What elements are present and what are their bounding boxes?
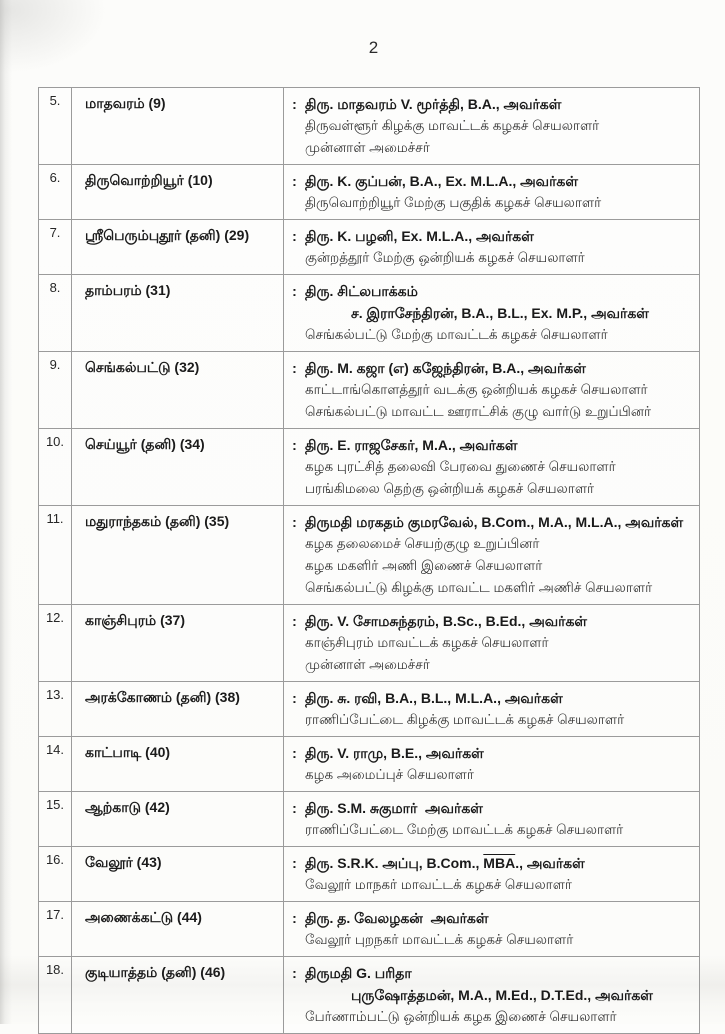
constituency-name: மதுராந்தகம் (தனி) (35) xyxy=(72,506,284,604)
details-cell xyxy=(284,275,699,351)
detail-lines xyxy=(305,280,693,346)
row-number: 15. xyxy=(39,792,72,846)
colon-separator: : xyxy=(292,910,297,926)
row-number: 16. xyxy=(39,847,72,901)
detail-line: கழக புரட்சித் தலைவி பேரவை துணைச் செயலாளர் xyxy=(305,459,616,474)
colon-separator: : xyxy=(292,613,297,629)
detail-line: செங்கல்பட்டு மேற்கு மாவட்டக் கழகச் செயலாளர் xyxy=(305,327,608,342)
detail-line: ராணிப்பேட்டை மேற்கு மாவட்டக் கழகச் செயலாளர் xyxy=(305,822,624,837)
table-row xyxy=(39,275,699,352)
detail-line: கழக அமைப்புச் செயலாளர் xyxy=(305,767,474,782)
detail-lines xyxy=(305,852,693,896)
detail-lines xyxy=(305,797,693,841)
detail-lines xyxy=(305,511,693,599)
table-row xyxy=(39,957,699,1033)
candidates-table xyxy=(38,87,700,1034)
colon-separator: : xyxy=(292,745,297,761)
detail-line: திருமதி G. பரிதா xyxy=(305,965,412,981)
detail-line: வேலூர் புறநகர் மாவட்டக் கழகச் செயலாளர் xyxy=(305,932,574,947)
table-row xyxy=(39,605,699,682)
details-cell xyxy=(284,792,699,846)
row-number: 10. xyxy=(39,429,72,505)
colon-separator: : xyxy=(292,228,297,244)
constituency-name: வேலூர் (43) xyxy=(72,847,284,901)
colon-separator: : xyxy=(292,283,297,299)
detail-line: வேலூர் மாநகர் மாவட்டக் கழகச் செயலாளர் xyxy=(305,877,572,892)
colon-separator: : xyxy=(292,690,297,706)
table-row xyxy=(39,792,699,847)
colon-separator: : xyxy=(292,855,297,871)
row-number: 14. xyxy=(39,737,72,791)
constituency-name: அணைக்கட்டு (44) xyxy=(72,902,284,956)
constituency-name: காட்பாடி (40) xyxy=(72,737,284,791)
detail-line: திரு. M. கஜா (எ) கஜேந்திரன், B.A., அவர்கள் xyxy=(305,360,586,376)
details-cell xyxy=(284,352,699,428)
table-row xyxy=(39,88,699,165)
detail-line: பேர்ணாம்பட்டு ஒன்றியக் கழக இணைச் செயலாளர் xyxy=(305,1009,617,1024)
detail-line xyxy=(305,852,693,874)
row-number: 7. xyxy=(39,220,72,274)
constituency-name: குடியாத்தம் (தனி) (46) xyxy=(72,957,284,1033)
row-number: 13. xyxy=(39,682,72,736)
details-cell xyxy=(284,737,699,791)
colon-separator: : xyxy=(292,173,297,189)
detail-lines xyxy=(305,687,693,731)
detail-line: திரு. S.M. சுகுமார் அவர்கள் xyxy=(305,800,483,816)
detail-line: பரங்கிமலை தெற்கு ஒன்றியக் கழகச் செயலாளர் xyxy=(305,481,595,496)
colon-separator: : xyxy=(292,360,297,376)
detail-line: ராணிப்பேட்டை கிழக்கு மாவட்டக் கழகச் செயலாளர் xyxy=(305,712,625,727)
constituency-name: ஸ்ரீபெரும்புதூர் (தனி) (29) xyxy=(72,220,284,274)
table-row xyxy=(39,352,699,429)
detail-line: திரு. E. ராஜசேகர், M.A., அவர்கள் xyxy=(305,437,518,453)
detail-lines xyxy=(305,907,693,951)
row-number: 12. xyxy=(39,605,72,681)
details-cell xyxy=(284,957,699,1033)
constituency-name: தாம்பரம் (31) xyxy=(72,275,284,351)
table-row xyxy=(39,220,699,275)
row-number: 8. xyxy=(39,275,72,351)
detail-line: திரு. V. சோமசுந்தரம், B.Sc., B.Ed., அவர்கள் xyxy=(305,613,588,629)
detail-line: செங்கல்பட்டு கிழக்கு மாவட்ட மகளிர் அணிச் செயலாளர் xyxy=(305,580,653,595)
detail-line: புருஷோத்தமன், M.A., M.Ed., D.T.Ed., அவர்கள் xyxy=(351,987,653,1003)
text-segment: ., அவர்கள் xyxy=(515,855,585,871)
colon-separator: : xyxy=(292,800,297,816)
detail-line: திருவள்ளூர் கிழக்கு மாவட்டக் கழகச் செயலாளர் xyxy=(305,118,600,133)
detail-line: திரு. K. பழனி, Ex. M.L.A., அவர்கள் xyxy=(305,228,534,244)
colon-separator: : xyxy=(292,965,297,981)
row-number: 6. xyxy=(39,165,72,219)
table-row xyxy=(39,506,699,605)
detail-lines xyxy=(305,742,693,786)
detail-lines xyxy=(305,93,693,159)
constituency-name: செய்யூர் (தனி) (34) xyxy=(72,429,284,505)
detail-line: திருவொற்றியூர் மேற்கு பகுதிக் கழகச் செயலாளர் xyxy=(305,195,602,210)
detail-line: திருமதி மரகதம் குமரவேல், B.Com., M.A., M.L.A., அவர்கள் xyxy=(305,514,684,530)
detail-line: திரு. K. குப்பன், B.A., Ex. M.L.A., அவர்கள் xyxy=(305,173,578,189)
colon-separator: : xyxy=(292,96,297,112)
detail-line: கழக மகளிர் அணி இணைச் செயலாளர் xyxy=(305,558,543,573)
overline-text: $\overline{MBA}$ xyxy=(483,855,516,871)
detail-line: கழக தலைமைச் செயற்குழு உறுப்பினர் xyxy=(305,536,540,551)
details-cell xyxy=(284,429,699,505)
text-segment: திரு. S.R.K. அப்பு, B.Com., xyxy=(305,855,484,871)
constituency-name: அரக்கோணம் (தனி) (38) xyxy=(72,682,284,736)
details-cell xyxy=(284,847,699,901)
detail-line: முன்னாள் அமைச்சர் xyxy=(305,657,430,672)
details-cell xyxy=(284,902,699,956)
table-row xyxy=(39,429,699,506)
table-row xyxy=(39,682,699,737)
detail-line: திரு. சிட்லபாக்கம் xyxy=(305,283,418,299)
detail-line: ச. இராசேந்திரன், B.A., B.L., Ex. M.P., அவர்கள் xyxy=(351,305,649,321)
page-number: 2 xyxy=(368,38,380,57)
colon-separator: : xyxy=(292,437,297,453)
row-number: 5. xyxy=(39,88,72,164)
colon-separator: : xyxy=(292,514,297,530)
detail-lines xyxy=(305,434,693,500)
constituency-name: செங்கல்பட்டு (32) xyxy=(72,352,284,428)
constituency-name: மாதவரம் (9) xyxy=(72,88,284,164)
detail-line: செங்கல்பட்டு மாவட்ட ஊராட்சிக் குழு வார்டு உறுப்பினர் xyxy=(305,404,651,419)
detail-line: திரு. சு. ரவி, B.A., B.L., M.L.A., அவர்கள் xyxy=(305,690,563,706)
detail-line: காஞ்சிபுரம் மாவட்டக் கழகச் செயலாளர் xyxy=(305,635,549,650)
detail-lines xyxy=(305,225,693,269)
row-number: 11. xyxy=(39,506,72,604)
detail-line: திரு. த. வேலழகன் அவர்கள் xyxy=(305,910,489,926)
detail-lines xyxy=(305,170,693,214)
detail-line: முன்னாள் அமைச்சர் xyxy=(305,140,430,155)
detail-line: திரு. மாதவரம் V. மூர்த்தி, B.A., அவர்கள் xyxy=(305,96,562,112)
detail-lines xyxy=(305,357,693,423)
row-number: 17. xyxy=(39,902,72,956)
detail-lines xyxy=(305,962,693,1028)
details-cell xyxy=(284,220,699,274)
constituency-name: ஆற்காடு (42) xyxy=(72,792,284,846)
table-row xyxy=(39,737,699,792)
details-cell xyxy=(284,506,699,604)
detail-line: குன்றத்தூர் மேற்கு ஒன்றியக் கழகச் செயலாளர் xyxy=(305,250,585,265)
details-cell xyxy=(284,88,699,164)
table-row xyxy=(39,165,699,220)
constituency-name: காஞ்சிபுரம் (37) xyxy=(72,605,284,681)
constituency-name: திருவொற்றியூர் (10) xyxy=(72,165,284,219)
table-row xyxy=(39,902,699,957)
detail-lines xyxy=(305,610,693,676)
detail-line: காட்டாங்கொளத்தூர் வடக்கு ஒன்றியக் கழகச் செயலாளர் xyxy=(305,382,648,397)
details-cell xyxy=(284,605,699,681)
details-cell xyxy=(284,682,699,736)
table-row xyxy=(39,847,699,902)
detail-line: திரு. V. ராமு, B.E., அவர்கள் xyxy=(305,745,484,761)
row-number: 18. xyxy=(39,957,72,1033)
row-number: 9. xyxy=(39,352,72,428)
details-cell xyxy=(284,165,699,219)
